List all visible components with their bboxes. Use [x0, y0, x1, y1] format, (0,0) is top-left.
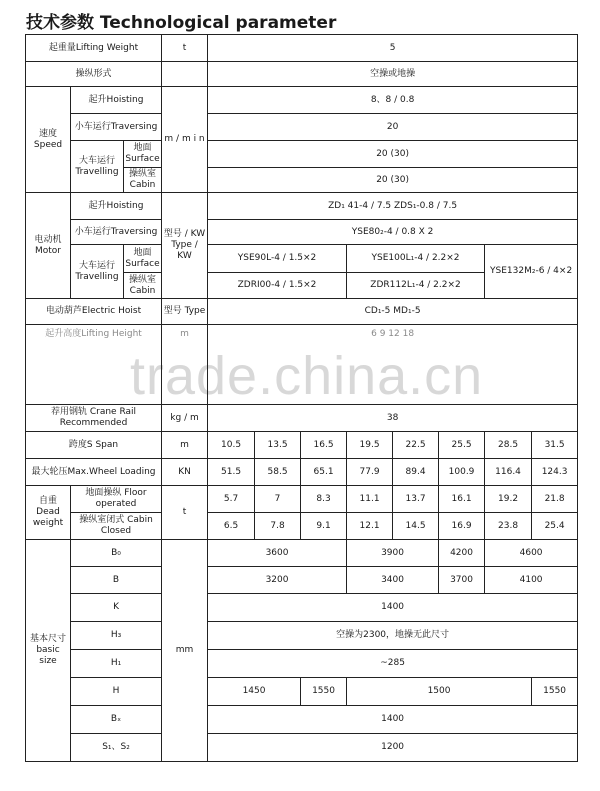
span-value: 19.5 — [347, 432, 393, 459]
row-h — [26, 678, 578, 706]
h-value: 1450 — [208, 678, 301, 706]
crane-rail-unit: kg / m — [162, 405, 208, 432]
motor-travelling-value-right: YSE132M₂-6 / 4×2 — [485, 245, 578, 299]
span-value: 28.5 — [485, 432, 532, 459]
row-span — [26, 432, 578, 459]
speed-hoisting-value: 8、8 / 0.8 — [208, 87, 578, 114]
wheel-loading-label: 最大轮压Max.Wheel Loading — [26, 459, 162, 486]
operation-mode-value: 空操或地操 — [208, 62, 578, 87]
span-value: 10.5 — [208, 432, 255, 459]
h-value: 1550 — [532, 678, 578, 706]
motor-cabin-value-b: ZDR112L₁-4 / 2.2×2 — [347, 273, 485, 299]
dead-cabin-value: 14.5 — [393, 513, 439, 540]
speed-surface-value: 20 (30) — [208, 141, 578, 168]
b0-value: 4200 — [439, 540, 485, 567]
b0-value: 3900 — [347, 540, 439, 567]
h1-value: ~285 — [208, 650, 578, 678]
dead-floor-value: 11.1 — [347, 486, 393, 513]
speed-travelling-label: 大车运行 Travelling — [71, 141, 124, 193]
s1-s2-value: 1200 — [208, 734, 578, 762]
h3-label: H₃ — [71, 622, 162, 650]
h-label: H — [71, 678, 162, 706]
dead-floor-value: 5.7 — [208, 486, 255, 513]
wheel-loading-value: 116.4 — [485, 459, 532, 486]
dead-cabin-value: 7.8 — [255, 513, 301, 540]
wheel-loading-value: 58.5 — [255, 459, 301, 486]
motor-surface-label: 地面 Surface — [124, 245, 162, 273]
dead-cabin-value: 12.1 — [347, 513, 393, 540]
row-lifting-weight — [26, 35, 578, 62]
k-value: 1400 — [208, 594, 578, 622]
wheel-loading-value: 77.9 — [347, 459, 393, 486]
speed-hoisting-label: 起升Hoisting — [71, 87, 162, 114]
row-dead-floor — [26, 486, 578, 513]
bx-value: 1400 — [208, 706, 578, 734]
motor-hoisting-value: ZD₁ 41-4 / 7.5 ZDS₁-0.8 / 7.5 — [208, 193, 578, 220]
motor-travelling-label: 大车运行 Travelling — [71, 245, 124, 299]
dead-cabin-value: 9.1 — [301, 513, 347, 540]
row-s1-s2 — [26, 734, 578, 762]
span-label: 跨度S Span — [26, 432, 162, 459]
dead-cabin-label: 操纵室闭式 Cabin Closed — [71, 513, 162, 540]
motor-traversing-label: 小车运行Traversing — [71, 220, 162, 245]
speed-traversing-value: 20 — [208, 114, 578, 141]
crane-rail-label: 荐用钢轨 Crane Rail Recommended — [26, 405, 162, 432]
lifting-height-value: 6 9 12 18 — [208, 325, 578, 405]
dead-floor-value: 16.1 — [439, 486, 485, 513]
b-label: B — [71, 567, 162, 594]
electric-hoist-unit: 型号 Type — [162, 299, 208, 325]
motor-surface-value-b: YSE100L₁-4 / 2.2×2 — [347, 245, 485, 273]
electric-hoist-value: CD₁-5 MD₁-5 — [208, 299, 578, 325]
row-h1 — [26, 650, 578, 678]
speed-cabin-value: 20 (30) — [208, 168, 578, 193]
speed-traversing-label: 小车运行Traversing — [71, 114, 162, 141]
b-value: 3400 — [347, 567, 439, 594]
dead-weight-unit: t — [162, 486, 208, 540]
page-title: 技术参数 Technological parameter — [26, 13, 337, 33]
lifting-weight-value: 5 — [208, 35, 578, 62]
motor-group-label: 电动机 Motor — [26, 193, 71, 299]
b-value: 4100 — [485, 567, 578, 594]
h-value: 1550 — [301, 678, 347, 706]
lifting-height-label: 起升高度Lifting Height — [26, 325, 162, 405]
row-b0 — [26, 540, 578, 567]
b0-value: 4600 — [485, 540, 578, 567]
dead-cabin-value: 6.5 — [208, 513, 255, 540]
row-dead-cabin — [26, 513, 578, 540]
electric-hoist-label: 电动葫芦Electric Hoist — [26, 299, 162, 325]
span-value: 16.5 — [301, 432, 347, 459]
b-value: 3700 — [439, 567, 485, 594]
parameter-table — [25, 34, 578, 762]
row-electric-hoist — [26, 299, 578, 325]
speed-unit: m / m i n — [162, 87, 208, 193]
speed-cabin-label: 操纵室 Cabin — [124, 168, 162, 193]
s1-s2-label: S₁、S₂ — [71, 734, 162, 762]
motor-cabin-value-a: ZDRI00-4 / 1.5×2 — [208, 273, 347, 299]
speed-group-label: 速度 Speed — [26, 87, 71, 193]
row-lifting-height — [26, 325, 578, 405]
dead-floor-value: 8.3 — [301, 486, 347, 513]
bx-label: Bₓ — [71, 706, 162, 734]
span-unit: m — [162, 432, 208, 459]
dead-weight-group-label: 自重 Dead weight — [26, 486, 71, 540]
motor-traversing-value: YSE80₂-4 / 0.8 X 2 — [208, 220, 578, 245]
row-operation-mode — [26, 62, 578, 87]
speed-surface-label: 地面 Surface — [124, 141, 162, 168]
motor-surface-value-a: YSE90L-4 / 1.5×2 — [208, 245, 347, 273]
span-value: 31.5 — [532, 432, 578, 459]
dead-floor-value: 21.8 — [532, 486, 578, 513]
row-speed-traversing — [26, 114, 578, 141]
row-speed-hoisting — [26, 87, 578, 114]
row-motor-traversing — [26, 220, 578, 245]
lifting-weight-unit: t — [162, 35, 208, 62]
row-wheel-loading — [26, 459, 578, 486]
row-k — [26, 594, 578, 622]
h-value: 1500 — [347, 678, 532, 706]
crane-rail-value: 38 — [208, 405, 578, 432]
lifting-height-unit: m — [162, 325, 208, 405]
b0-label: B₀ — [71, 540, 162, 567]
dead-floor-value: 13.7 — [393, 486, 439, 513]
row-motor-surface — [26, 245, 578, 273]
wheel-loading-value: 65.1 — [301, 459, 347, 486]
dead-floor-label: 地面操纵 Floor operated — [71, 486, 162, 513]
motor-unit: 型号 / KW Type / KW — [162, 193, 208, 299]
wheel-loading-value: 100.9 — [439, 459, 485, 486]
span-value: 13.5 — [255, 432, 301, 459]
h3-value: 空操为2300，地操无此尺寸 — [208, 622, 578, 650]
dead-cabin-value: 25.4 — [532, 513, 578, 540]
wheel-loading-unit: KN — [162, 459, 208, 486]
basic-size-unit: mm — [162, 540, 208, 762]
b-value: 3200 — [208, 567, 347, 594]
wheel-loading-value: 124.3 — [532, 459, 578, 486]
span-value: 22.5 — [393, 432, 439, 459]
wheel-loading-value: 51.5 — [208, 459, 255, 486]
span-value: 25.5 — [439, 432, 485, 459]
motor-cabin-label: 操纵室 Cabin — [124, 273, 162, 299]
h1-label: H₁ — [71, 650, 162, 678]
operation-mode-label: 操纵形式 — [26, 62, 162, 87]
dead-floor-value: 19.2 — [485, 486, 532, 513]
dead-floor-value: 7 — [255, 486, 301, 513]
row-h3 — [26, 622, 578, 650]
row-speed-surface — [26, 141, 578, 168]
lifting-weight-label: 起重量Lifting Weight — [26, 35, 162, 62]
motor-hoisting-label: 起升Hoisting — [71, 193, 162, 220]
dead-cabin-value: 23.8 — [485, 513, 532, 540]
wheel-loading-value: 89.4 — [393, 459, 439, 486]
b0-value: 3600 — [208, 540, 347, 567]
row-crane-rail — [26, 405, 578, 432]
row-motor-hoisting — [26, 193, 578, 220]
basic-size-group-label: 基本尺寸 basic size — [26, 540, 71, 762]
dead-cabin-value: 16.9 — [439, 513, 485, 540]
row-bx — [26, 706, 578, 734]
row-b — [26, 567, 578, 594]
watermark: trade.china.cn — [130, 346, 484, 406]
k-label: K — [71, 594, 162, 622]
